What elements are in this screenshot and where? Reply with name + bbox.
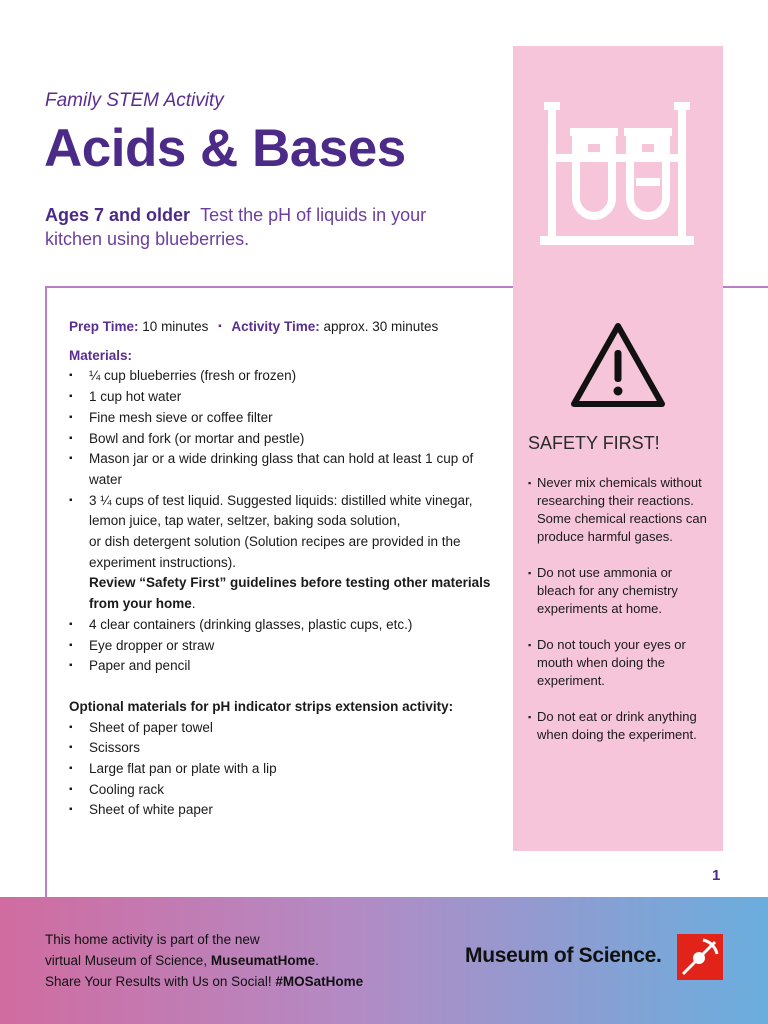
list-item: ▪ Large flat pan or plate with a lip — [69, 759, 499, 780]
museum-of-science-logo — [677, 934, 723, 980]
footer-line-3 — [45, 971, 445, 992]
hashtag: #MOSatHome — [275, 974, 364, 989]
optional-list — [69, 718, 499, 822]
intro-description: Test the pH of liquids in your kitchen using blueberries. — [45, 205, 427, 249]
content-frame-top-right — [723, 286, 768, 288]
materials-heading: Materials: — [69, 347, 133, 363]
page-title: Acids & Bases — [44, 119, 406, 178]
list-item: ▪ Mason jar or a wide drinking glass that can hold at least 1 cup of water — [69, 449, 499, 490]
list-item: ▪ Cooling rack — [69, 780, 499, 801]
list-item: ▪ Bowl and fork (or mortar and pestle) — [69, 429, 499, 450]
page-number: 1 — [712, 867, 721, 884]
activity-time-label: Activity Time: — [231, 319, 320, 334]
safety-heading: SAFETY FIRST! — [528, 433, 660, 453]
list-item: ▪ 1 cup hot water — [69, 387, 499, 408]
time-info — [69, 317, 499, 340]
list-item: ▪ Sheet of white paper — [69, 800, 499, 821]
list-item: ▪ Scissors — [69, 738, 499, 759]
brand-name: Museum of Science. — [465, 944, 662, 967]
materials-list — [69, 366, 499, 532]
safety-note-period: . — [191, 596, 196, 612]
list-item: ▪ ¼ cup blueberries (fresh or frozen) — [69, 366, 499, 387]
materials-section — [69, 317, 499, 821]
optional-heading: Optional materials for pH indicator strips extension activity: — [69, 698, 454, 714]
safety-list — [528, 474, 713, 762]
footer-line-3-text: Share Your Results with Us on Social! — [45, 974, 276, 989]
materials-list-continued — [69, 615, 499, 677]
age-range: Ages 7 and older — [45, 205, 191, 225]
safety-note — [69, 573, 499, 614]
list-item: ▪ Fine mesh sieve or coffee filter — [69, 408, 499, 429]
safety-item: ▪ Do not use ammonia or bleach for any chemistry experiments at home. — [528, 564, 713, 618]
list-item: ▪ 3 ¼ cups of test liquid. Suggested liquids: distilled white vinegar, lemon juice, tap water, seltzer, baking soda solution, — [69, 491, 499, 532]
warning-triangle-icon — [569, 320, 667, 412]
list-item: ▪ Sheet of paper towel — [69, 718, 499, 739]
footer-text — [45, 929, 445, 992]
footer-line-2-text: virtual Museum of Science, — [45, 953, 211, 968]
test-tube-rack-icon — [538, 98, 696, 250]
footer-line-2-period: . — [315, 953, 319, 968]
safety-item: ▪ Never mix chemicals without researching their reactions. Some chemical reactions can produce harmful gases. — [528, 474, 713, 546]
list-item: ▪ Eye dropper or straw — [69, 636, 499, 657]
list-item: ▪ 4 clear containers (drinking glasses, plastic cups, etc.) — [69, 615, 499, 636]
list-item-continuation: or dish detergent solution (Solution recipes are provided in the experiment instructions). — [89, 534, 461, 570]
list-item: ▪ Paper and pencil — [69, 656, 499, 677]
footer-line-2 — [45, 950, 445, 971]
safety-note-text: Review “Safety First” guidelines before testing other materials from your home — [89, 575, 491, 612]
prep-time-label: Prep Time: — [69, 319, 139, 334]
footer-line-1: This home activity is part of the new — [45, 932, 260, 947]
content-frame-top — [45, 286, 513, 288]
content-frame-left — [45, 286, 47, 898]
intro-text — [45, 203, 485, 251]
museum-at-home-link: MuseumatHome — [210, 953, 316, 968]
safety-item: ▪ Do not touch your eyes or mouth when doing the experiment. — [528, 636, 713, 690]
separator: ▪ — [218, 321, 222, 332]
activity-time-value: approx. 30 minutes — [323, 319, 439, 334]
safety-item: ▪ Do not eat or drink anything when doing the experiment. — [528, 708, 713, 744]
activity-type: Family STEM Activity — [45, 90, 224, 111]
prep-time-value: 10 minutes — [142, 319, 209, 334]
